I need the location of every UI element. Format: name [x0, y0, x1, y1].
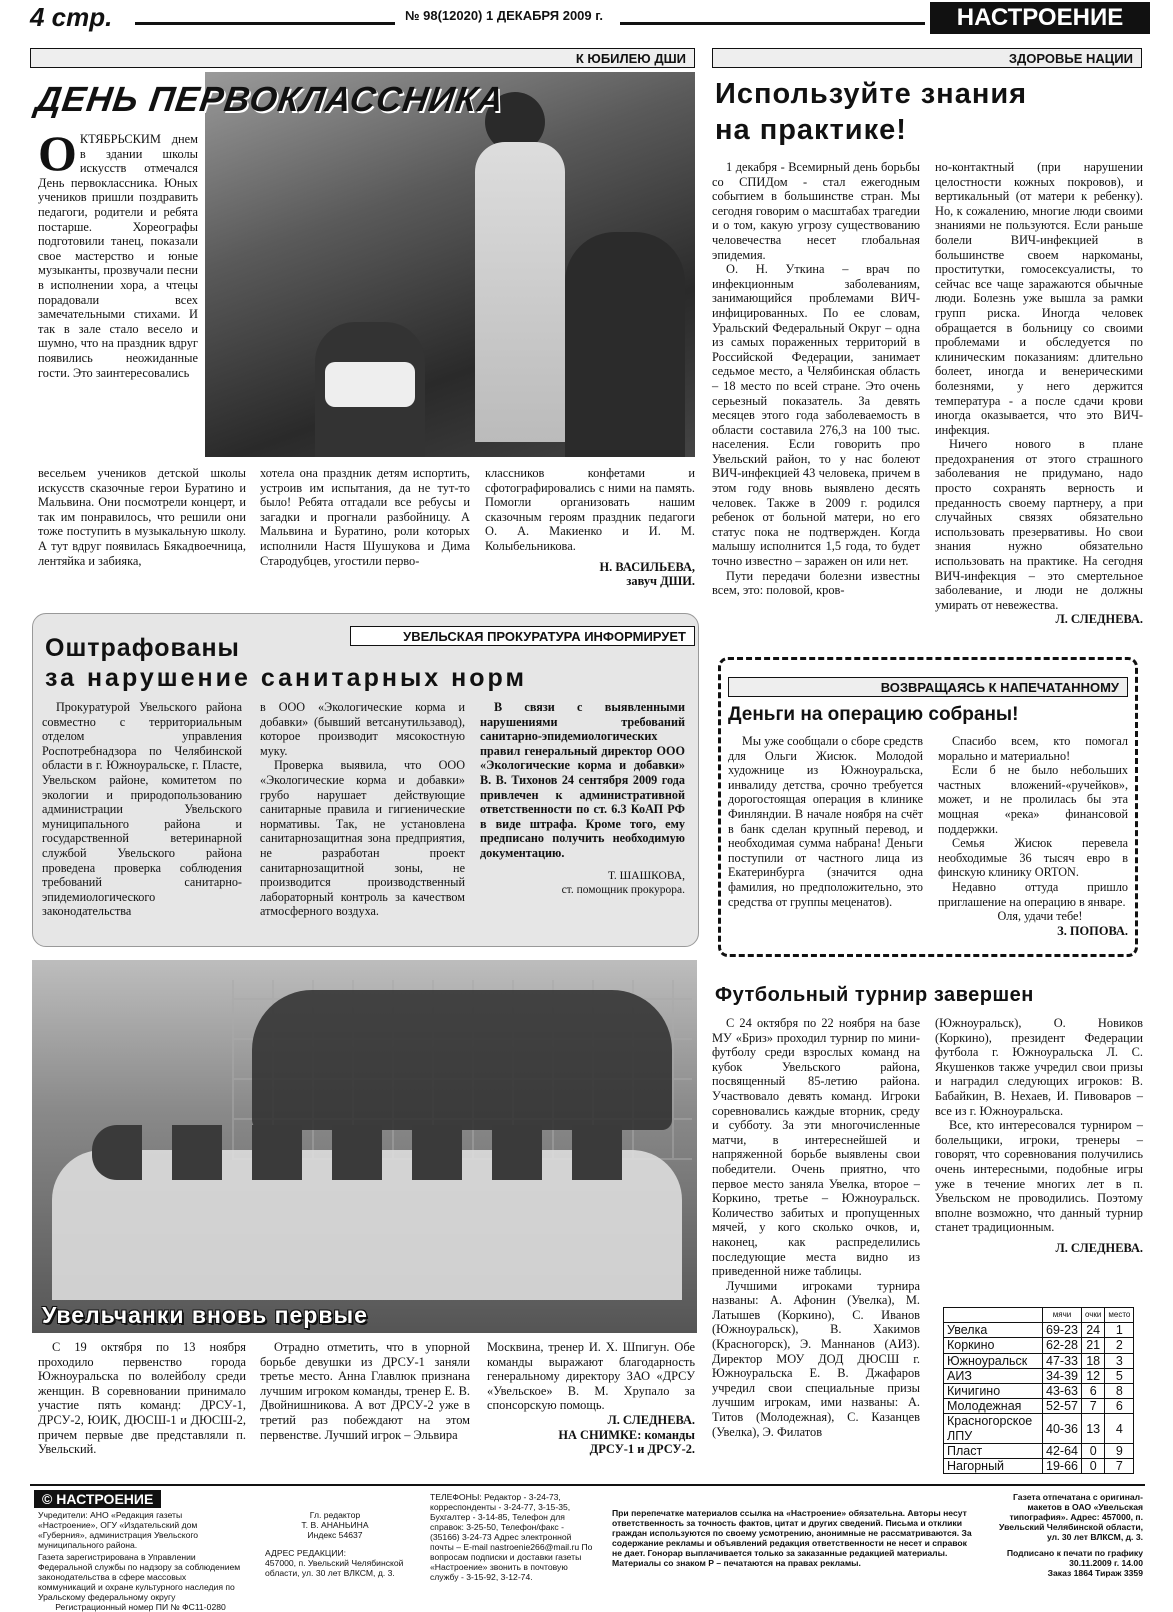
- art1-col1: весельем учеников детской школы искусств сказочные герои Буратино и Мальвина. Они посмотрели концерт, и так им понравилось, что решили они тоже поступить в музыкальную школу. А тут вдруг появилась Бякадвоечница, лентяйка и забияка,: [38, 466, 246, 568]
- title-use-knowledge-1: Используйте знания: [715, 78, 1028, 110]
- art6-col2: (Южноуральск), О. Новиков (Коркино), президент Федерации футбола г. Южноуральска Л. С. Якушенков также учредил свои призы и наградил следующих игроков: В. Бабайкин, В. Нехаев, И. Пивоваров – все из г. Южноуральска. Все, кто интересовался турниром – болельщики, игроки, тренеры – говорят, что соревнования получились очень интересными, подобные игры уже в течение многих лет в п. Увельском не проводились. Поэтому вполне возможно, что данный турнир станет традиционным. Л. СЛЕДНЕВА.: [935, 1016, 1143, 1255]
- title-first-graders: ДЕНЬ ПЕРВОКЛАССНИКА: [33, 80, 507, 119]
- rubric-health: ЗДОРОВЬЕ НАЦИИ: [712, 48, 1142, 68]
- art2-signature: Т. ШАШКОВА,: [608, 869, 685, 882]
- table-row: [944, 1399, 1134, 1414]
- table-cell: 4: [1105, 1414, 1134, 1443]
- table-row: [944, 1368, 1134, 1383]
- table-row: [944, 1414, 1134, 1443]
- table-row: [944, 1459, 1134, 1474]
- issue-date: № 98(12020) 1 ДЕКАБРЯ 2009 г.: [405, 8, 603, 23]
- art3-signature: Л. СЛЕДНЕВА.: [607, 1412, 695, 1427]
- table-cell: 62-28: [1043, 1338, 1082, 1353]
- table-row: [944, 1323, 1134, 1338]
- art4-col1: 1 декабря - Всемирный день борьбы со СПИДом - стал ежегодным событием в большинстве стран. Мы сегодня говорим о масштабах трагедии и о том, какую угрозу существованию человечества несет глобальная эпидемия. О. Н. Уткина – врач по инфекционным заболеваниям, занимающийся проблемами ВИЧ-инфицированных. По ее словам, Уральский Федеральный Округ – одна из самых пораженных территорий в Российской Федерации, занимает седьмое место, а Челябинская область – 18 место по всей стране. Это очень серьезный показатель. За девять месяцев этого года заболеваемость в области составила 276,3 на 100 тыс. населения. Если говорить про Увельский район, то у нас болеют ВИЧ-инфекцией 43 человека, причем в этом году вновь выявлено десять человек. Также в 2009 г. родился ребенок от больной матери, но его статус пока не подтвержден. Когда малышу исполнится 1,5 года, то будет точно известно – заражен он или нет. Пути передачи болезни известны всем, это: половой, кров-: [712, 160, 920, 598]
- table-cell: 21: [1081, 1338, 1104, 1353]
- header-rule-right: [620, 22, 925, 25]
- photo-first-graders: [205, 72, 695, 457]
- art5-signature: З. ПОПОВА.: [1057, 923, 1128, 938]
- art1-signature: Н. ВАСИЛЬЕВА,: [599, 559, 695, 574]
- table-cell: 0: [1081, 1459, 1104, 1474]
- art4-signature: Л. СЛЕДНЕВА.: [1055, 612, 1143, 627]
- dropcap: О: [38, 125, 77, 181]
- team-name: Увелка: [944, 1323, 1043, 1338]
- table-cell: 69-23: [1043, 1323, 1082, 1338]
- table-row: [944, 1353, 1134, 1368]
- title-use-knowledge-2: на практике!: [715, 114, 907, 146]
- team-name: Кичигино: [944, 1384, 1043, 1399]
- footer-print: Газета отпечатана с оригинал-макетов в ОАО «Увельская типография». Адрес: 457000, п. Увельский Челябинской области, ул. 30 лет ВЛКСМ, д. 3. Подписано к печати по графику 30.11.2009 г. 14.00 Заказ 1864 Тираж 3359: [999, 1492, 1143, 1578]
- table-cell: 19-66: [1043, 1459, 1082, 1474]
- footer-rules: При перепечатке материалов ссылка на «Настроение» обязательна. Авторы несут ответственность за точность фактов, цитат и других сведений. Письма и отклики граждан используются по своему усмотрению, анонимные не рассматриваются. За содержание рекламы и объявлений редакция ответственности не несет и справок не дает. Гонорар выплачивается только за заказанные редакцией материалы. Материалы со знаком Р – печатаются на правах рекламы.: [612, 1508, 972, 1568]
- table-row: [944, 1338, 1134, 1353]
- team-name: Пласт: [944, 1443, 1043, 1458]
- footer-logo: © НАСТРОЕНИЕ: [34, 1490, 161, 1508]
- rubric-prosecutor: УВЕЛЬСКАЯ ПРОКУРАТУРА ИНФОРМИРУЕТ: [350, 626, 695, 646]
- table-cell: 6: [1105, 1399, 1134, 1414]
- team-name: АИЗ: [944, 1368, 1043, 1383]
- table-row: [944, 1384, 1134, 1399]
- art1-position: завуч ДШИ.: [626, 574, 695, 589]
- table-cell: 7: [1081, 1399, 1104, 1414]
- table-cell: 7: [1105, 1459, 1134, 1474]
- table-cell: 43-63: [1043, 1384, 1082, 1399]
- header-rule-left: [135, 22, 395, 25]
- table-header-cell: [944, 1308, 1043, 1323]
- footer-phones: ТЕЛЕФОНЫ: Редактор - 3-24-73, корреспонденты - 3-24-77, 3-15-35, Бухгалтер - 3-14-85, Телефон для справок: 3-25-50, Телефон/факс - (35166) 3-24-73 Адрес электронной почты – E-mail nastroenie266@mail.ru По вопросам подписки и доставки газеты «Настроение» звонить в почтовую службу - 3-15-92, 3-12-74.: [430, 1492, 593, 1582]
- table-cell: 12: [1081, 1368, 1104, 1383]
- team-name: Южноуральск: [944, 1353, 1043, 1368]
- team-name: Коркино: [944, 1338, 1043, 1353]
- table-cell: 1: [1105, 1323, 1134, 1338]
- rubric-dshi: К ЮБИЛЕЮ ДШИ: [30, 48, 695, 68]
- art3-caption-1: НА СНИМКЕ: команды: [558, 1427, 695, 1442]
- table-cell: 13: [1081, 1414, 1104, 1443]
- art2-position: ст. помощник прокурора.: [561, 883, 685, 896]
- table-header-cell: очки: [1081, 1308, 1104, 1323]
- art6-signature: Л. СЛЕДНЕВА.: [1055, 1240, 1143, 1255]
- table-cell: 6: [1081, 1384, 1104, 1399]
- title-money-collected: Деньги на операцию собраны!: [728, 704, 1019, 725]
- table-cell: 42-64: [1043, 1443, 1082, 1458]
- football-results-table: [943, 1307, 1134, 1474]
- rubric-returning: ВОЗВРАЩАЯСЬ К НАПЕЧАТАННОМУ: [728, 677, 1128, 697]
- title-uvelka-women: Увельчанки вновь первые: [42, 1302, 368, 1328]
- table-cell: 40-36: [1043, 1414, 1082, 1443]
- art5-col2: Спасибо всем, кто помогал морально и материально! Если б не было небольших частных вложений-«ручейков», может, и не пролилась бы эта мощная «река» финансовой поддержки. Семья Жисюк перевела необходимые 36 тысяч евро в финскую клинику ORTON. Недавно оттуда пришло приглашение на операцию в январе. Оля, удачи тебе! З. ПОПОВА.: [938, 734, 1128, 938]
- art2-col1: Прокуратурой Увельского района совместно с территориальным отделом управления Роспотребнадзора по Челябинской области в г. Южноуральске, г. Пласте, Увельском районе, комитетом по экологии и природопользованию администрации Увельского муниципального района и государственной ветеринарной службой Увельского района проведена проверка соблюдения требований санитарно-эпидемиологического законодательства: [42, 700, 242, 919]
- table-cell: 52-57: [1043, 1399, 1082, 1414]
- art2-col3: В связи с выявленными нарушениями требований санитарно-эпидемиологических правил генеральный директор ООО «Экологические корма и добавки» В. В. Тихонов 24 сентября 2009 года привлечен к административной ответственности по ст. 6.3 КоАП РФ в виде штрафа. Кроме того, ему предписано получить необходимую документацию. Т. ШАШКОВА, ст. помощник прокурора.: [480, 700, 685, 896]
- art5-col1: Мы уже сообщали о сборе средств для Ольги Жисюк. Молодой художнице из Южноуральска, инвалиду детства, срочно требуется дорогостоящая операция в клинике Финляндии. В начале ноября на счёт в банк сделан крупный перевод, и необходимая сумма набрана! Деньги поступили от частного лица из Екатеринбурга (значится одна фамилия, но предположительно, это средства от группы меценатов).: [728, 734, 923, 909]
- photo-volleyball-teams: [32, 960, 697, 1333]
- table-row: [944, 1443, 1134, 1458]
- table-cell: 9: [1105, 1443, 1134, 1458]
- table-cell: 24: [1081, 1323, 1104, 1338]
- page-number: 4 стр.: [30, 2, 113, 32]
- table-cell: 0: [1081, 1443, 1104, 1458]
- art1-col2: хотела она праздник детям испортить, устроив им испытания, да не тут-то было! Ребята отгадали все ребусы и загадки и прогнали разбойницу. А Мальвина и Буратино, роли которых исполнили Настя Шушукова и Дима Стародубцев, угостили перво-: [260, 466, 470, 568]
- table-header-cell: мячи: [1043, 1308, 1082, 1323]
- table-cell: 8: [1105, 1384, 1134, 1399]
- table-cell: 34-39: [1043, 1368, 1082, 1383]
- title-football: Футбольный турнир завершен: [715, 984, 1034, 1006]
- team-name: Молодежная: [944, 1399, 1043, 1414]
- art1-intro: ОКТЯБРЬСКИМ днем в здании школы искусств отмечался День первоклассника. Юных учеников пришли поздравить педагоги, родители и ребята постарше. Хореографы подготовили танец, показали свое мастерство и юные музыканты, прозвучали песни в исполнении хора, а чтецы порадовали всех замечательными стихами. И так в зале стало весело и шумно, что на праздник вдруг появились неожиданные гости. Это заинтересовались: [38, 125, 198, 380]
- table-cell: 5: [1105, 1368, 1134, 1383]
- table-cell: 3: [1105, 1353, 1134, 1368]
- art3-col2: Отрадно отметить, что в упорной борьбе девушки из ДРСУ-1 заняли третье место. Анна Главлюк признана лучшим игроком команды, тренер Е. В. Двойнишникова. А вот ДРСУ-2 уже в третий раз побеждают на этом первенстве. Лучший игрок – Эльвира: [260, 1340, 470, 1442]
- table-cell: 18: [1081, 1353, 1104, 1368]
- footer-rule: [30, 1484, 1145, 1486]
- footer-founders: Учредители: АНО «Редакция газеты «Настроение», ОГУ «Издательский дом «Губерния», администрация Увельского муниципального района. Газета зарегистрирована в Управлении Федеральной службы по надзору за соблюдением законодательства в сфере массовых коммуникаций и охране культурного наследия по Уральскому федеральному округу Регистрационный номер ПИ № ФС11-0280: [38, 1510, 241, 1612]
- title-fined-2: за нарушение санитарных норм: [45, 664, 527, 692]
- team-name: Красногорское ЛПУ: [944, 1414, 1043, 1443]
- art1-col3: классников конфетами и сфотографировались с ними на память. Помогли организовать нашим сказочным героям праздник педагоги О. А. Макиенко и И. М. Колыбельникова. Н. ВАСИЛЬЕВА, завуч ДШИ.: [485, 466, 695, 589]
- art3-col1: С 19 октября по 13 ноября проходило первенство города Южноуральска по волейболу среди женщин. В соревновании принимало участие пять команд: ДРСУ-1, ДРСУ-2, ЮИК, ДЮСШ-1 и ДЮСШ-2, причем первые две представляли п. Увельский.: [38, 1340, 246, 1457]
- table-header-cell: место: [1105, 1308, 1134, 1323]
- art3-caption-2: ДРСУ-1 и ДРСУ-2.: [589, 1442, 695, 1457]
- art6-col1: С 24 октября по 22 ноября на базе МУ «Бриз» проходил турнир по мини-футболу среди взрослых команд на кубок Увельского района, посвященный 85-летию района. Участвовало девять команд. Игроки соревновались каждые вторник, среду и субботу. За эти многочисленные матчи, в интереснейшей и напряженной борьбе выявлены свои победители. Очень приятно, что первое место заняла Увелка, второе – Коркино, третье – Южноуральск. Количество забитых и пропущенных мячей, у кого сколько очков, и, наконец, как распределились последующие места видно из приведенной ниже таблицы. Лучшими игроками турнира названы: А. Афонин (Увелка), М. Латышев (Коркино), С. Иванов (Южноуральск), В. Хакимов (Красногорск), Э. Маннанов (АИЗ). Директор МОУ ДОД ДЮСШ г. Южноуральска Е. В. Джафаров учредил свои специальные призы лучшим игрокам, ими названы: А. Титов (Молодежная), С. Казанцев (Увелка), Э. Филатов: [712, 1016, 920, 1439]
- footer-editor: Гл. редактор Т. В. АНАНЬИНА Индекс 54637 АДРЕС РЕДАКЦИИ: 457000, п. Увельский Челябинской области, ул. 30 лет ВЛКСМ, д. 3.: [265, 1510, 404, 1578]
- art3-col3: Москвина, тренер И. Х. Шпигун. Обе команды выражают благодарность генеральному директору ЗАО «ДРСУ «Увельское» В. М. Хрупало за спонсорскую помощь. Л. СЛЕДНЕВА. НА СНИМКЕ: команды ДРСУ-1 и ДРСУ-2.: [487, 1340, 695, 1457]
- table-cell: 47-33: [1043, 1353, 1082, 1368]
- art2-col2: в ООО «Экологические корма и добавки» (бывший ветсанутильзавод), которое производит мясокостную муку. Проверка выявила, что ООО «Экологические корма и добавки» грубо нарушает действующие санитарные правила и гигиенические нормативы. Так, не установлена санитарнозащитная зона предприятия, не разработан проект санитарнозащитной зоны, не производится производственный лабораторный контроль за качеством атмосферного воздуха.: [260, 700, 465, 919]
- title-fined-1: Оштрафованы: [45, 634, 240, 662]
- art4-col2: но-контактный (при нарушении целостности кожных покровов), и вертикальный (от матери к ребенку). Но, к сожалению, многие люди своими знаниями не пользуются. Если раньше болели ВИЧ-инфекцией в большинстве своем наркоманы, проститутки, гомосексуалисты, то сейчас все чаще заражаются обычные люди. Болезнь уже вышла за рамки групп риска. Иногда человек обращается в больницу со своими проблемами и обследуется по клиническим показаниям: длительно болеет, иногда и венерическими болезнями, у него держится температура - а после сдачи крови иногда оказывается, что это ВИЧ-инфекция. Ничего нового в плане предохранения от этого страшного заболевания не придумано, надо просто сохранять верность и преданность своему партнеру, а при случайных связях обязательно использовать презервативы. Но свои знания нужно обязательно использовать на практике. На сегодня ВИЧ-инфекция – это смертельное заболевание, и люди не должны умирать от невежества. Л. СЛЕДНЕВА.: [935, 160, 1143, 627]
- masthead: НАСТРОЕНИЕ: [930, 2, 1150, 34]
- team-name: Нагорный: [944, 1459, 1043, 1474]
- table-cell: 2: [1105, 1338, 1134, 1353]
